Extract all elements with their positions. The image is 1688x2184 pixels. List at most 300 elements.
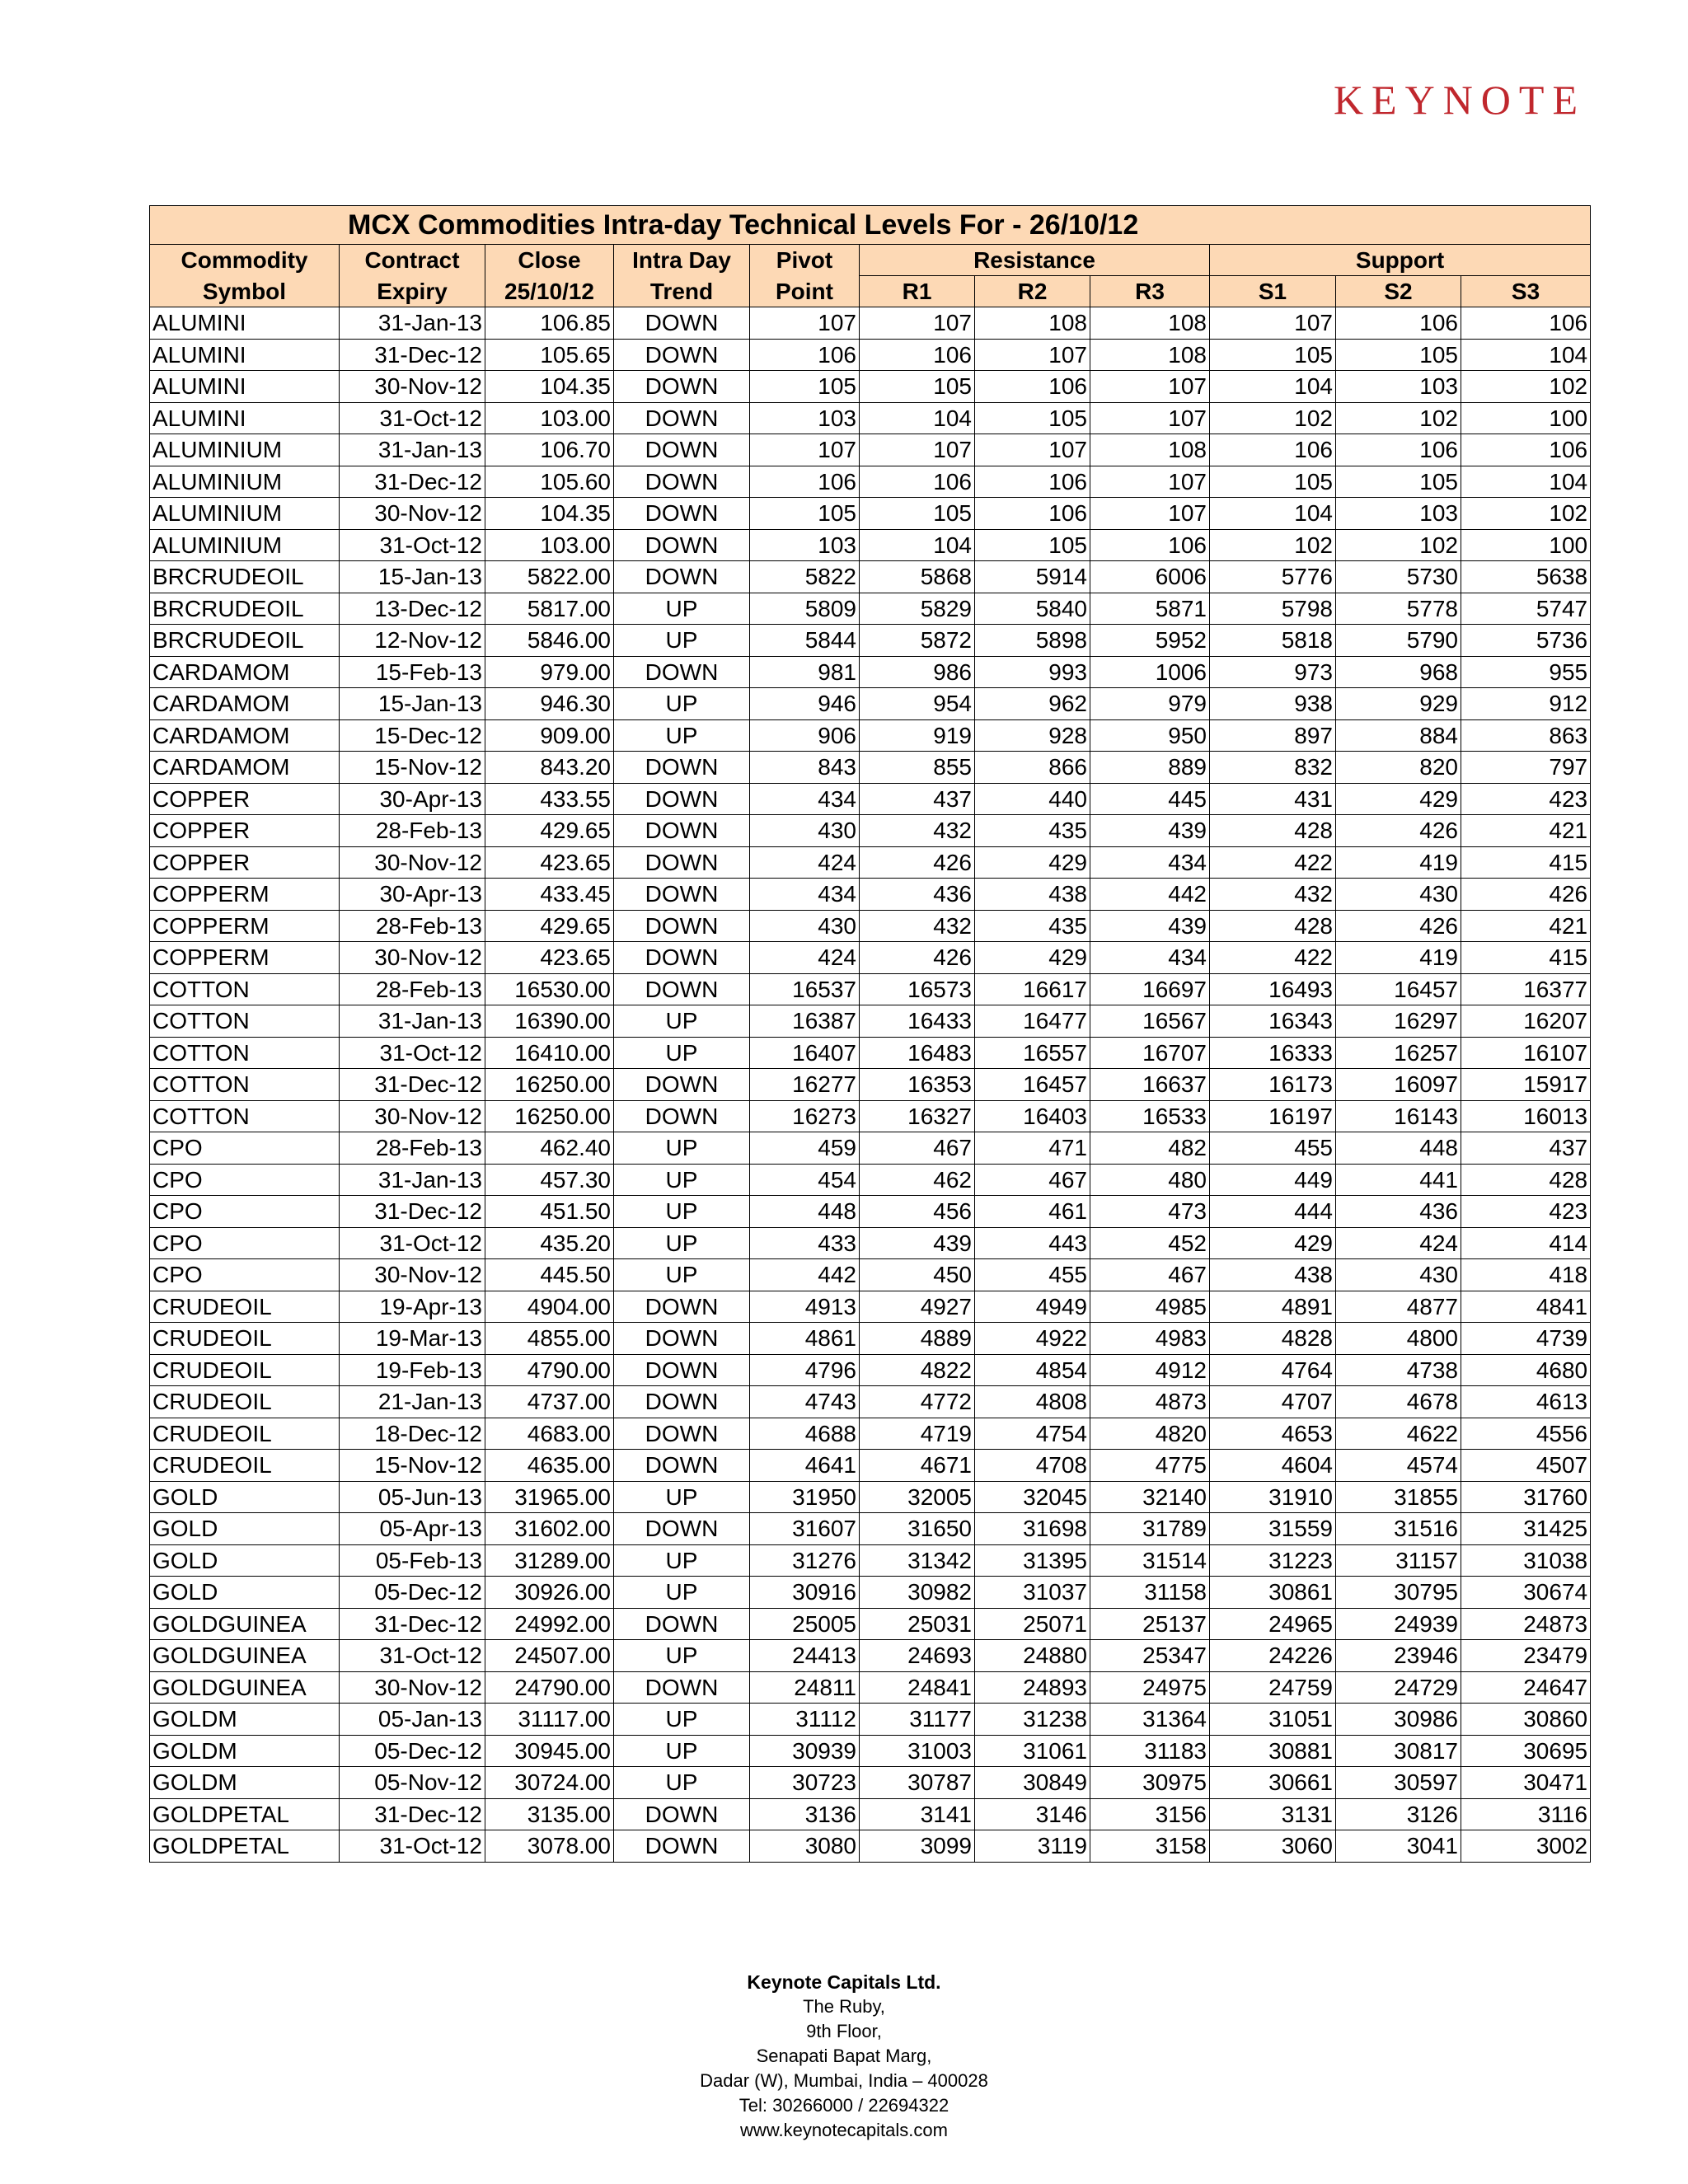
- cell-pivot: 30916: [750, 1577, 860, 1609]
- cell-r3: 5871: [1090, 593, 1210, 625]
- table-row: [150, 529, 1591, 561]
- cell-r3: 979: [1090, 688, 1210, 720]
- cell-r3: 6006: [1090, 561, 1210, 593]
- cell-symbol: ALUMINIUM: [150, 529, 340, 561]
- cell-expiry: 15-Nov-12: [340, 752, 485, 784]
- cell-close: 4737.00: [485, 1386, 614, 1418]
- cell-r2: 429: [975, 846, 1090, 879]
- cell-r3: 32140: [1090, 1481, 1210, 1513]
- cell-s1: 16343: [1210, 1005, 1336, 1038]
- cell-r2: 107: [975, 339, 1090, 371]
- cell-trend: UP: [614, 1640, 750, 1672]
- cell-r1: 4719: [860, 1418, 975, 1450]
- cell-trend: UP: [614, 1735, 750, 1767]
- cell-r2: 106: [975, 371, 1090, 403]
- cell-s1: 432: [1210, 879, 1336, 911]
- cell-pivot: 106: [750, 339, 860, 371]
- cell-expiry: 31-Oct-12: [340, 1037, 485, 1069]
- cell-r1: 30982: [860, 1577, 975, 1609]
- cell-r1: 16573: [860, 973, 975, 1005]
- cell-trend: UP: [614, 1132, 750, 1165]
- cell-r1: 16483: [860, 1037, 975, 1069]
- cell-pivot: 4688: [750, 1418, 860, 1450]
- cell-r1: 31177: [860, 1704, 975, 1736]
- header-expiry: Expiry: [340, 276, 485, 307]
- cell-r1: 106: [860, 339, 975, 371]
- cell-r1: 450: [860, 1259, 975, 1291]
- cell-s3: 102: [1461, 371, 1591, 403]
- cell-close: 5817.00: [485, 593, 614, 625]
- table-body: [150, 307, 1591, 1863]
- cell-expiry: 30-Nov-12: [340, 1671, 485, 1704]
- cell-s1: 24226: [1210, 1640, 1336, 1672]
- cell-r2: 5898: [975, 625, 1090, 657]
- cell-s3: 912: [1461, 688, 1591, 720]
- cell-close: 106.85: [485, 307, 614, 340]
- cell-close: 423.65: [485, 846, 614, 879]
- cell-r1: 4822: [860, 1354, 975, 1386]
- cell-s1: 449: [1210, 1164, 1336, 1196]
- cell-symbol: CRUDEOIL: [150, 1291, 340, 1323]
- cell-expiry: 15-Nov-12: [340, 1450, 485, 1482]
- cell-s1: 31223: [1210, 1544, 1336, 1577]
- cell-expiry: 31-Dec-12: [340, 466, 485, 498]
- cell-pivot: 843: [750, 752, 860, 784]
- cell-s1: 897: [1210, 719, 1336, 752]
- cell-s3: 4556: [1461, 1418, 1591, 1450]
- cell-s1: 973: [1210, 656, 1336, 688]
- cell-trend: DOWN: [614, 339, 750, 371]
- cell-r3: 4873: [1090, 1386, 1210, 1418]
- cell-close: 16530.00: [485, 973, 614, 1005]
- table-row: [150, 307, 1591, 340]
- cell-symbol: CARDAMOM: [150, 688, 340, 720]
- cell-expiry: 30-Nov-12: [340, 371, 485, 403]
- cell-r2: 16457: [975, 1069, 1090, 1101]
- cell-symbol: CPO: [150, 1227, 340, 1259]
- cell-symbol: COPPER: [150, 846, 340, 879]
- cell-symbol: GOLDGUINEA: [150, 1640, 340, 1672]
- cell-s1: 106: [1210, 434, 1336, 466]
- cell-expiry: 05-Feb-13: [340, 1544, 485, 1577]
- cell-pivot: 434: [750, 879, 860, 911]
- cell-r3: 107: [1090, 498, 1210, 530]
- cell-r1: 107: [860, 434, 975, 466]
- cell-expiry: 31-Oct-12: [340, 1227, 485, 1259]
- cell-r2: 4808: [975, 1386, 1090, 1418]
- header-s2: S2: [1336, 276, 1461, 307]
- cell-s3: 23479: [1461, 1640, 1591, 1672]
- cell-symbol: CRUDEOIL: [150, 1386, 340, 1418]
- cell-r3: 434: [1090, 846, 1210, 879]
- table-row: [150, 1830, 1591, 1863]
- cell-s3: 414: [1461, 1227, 1591, 1259]
- cell-pivot: 31112: [750, 1704, 860, 1736]
- footer-website: www.keynotecapitals.com: [740, 2120, 948, 2140]
- cell-close: 451.50: [485, 1196, 614, 1228]
- cell-expiry: 31-Dec-12: [340, 1069, 485, 1101]
- cell-close: 30945.00: [485, 1735, 614, 1767]
- cell-s3: 4680: [1461, 1354, 1591, 1386]
- cell-s2: 16143: [1336, 1100, 1461, 1132]
- cell-s2: 16457: [1336, 973, 1461, 1005]
- cell-close: 979.00: [485, 656, 614, 688]
- technical-levels-table: [149, 205, 1591, 1863]
- cell-pivot: 906: [750, 719, 860, 752]
- cell-s2: 30795: [1336, 1577, 1461, 1609]
- table-row: [150, 1767, 1591, 1799]
- header-contract: Contract: [340, 245, 485, 276]
- cell-s3: 4739: [1461, 1323, 1591, 1355]
- cell-r2: 4854: [975, 1354, 1090, 1386]
- table-row: [150, 1418, 1591, 1450]
- table-row: [150, 339, 1591, 371]
- cell-expiry: 05-Jan-13: [340, 1704, 485, 1736]
- cell-pivot: 105: [750, 498, 860, 530]
- cell-s2: 426: [1336, 815, 1461, 847]
- cell-s1: 3131: [1210, 1798, 1336, 1830]
- cell-s3: 30674: [1461, 1577, 1591, 1609]
- cell-symbol: CPO: [150, 1164, 340, 1196]
- cell-close: 433.55: [485, 783, 614, 815]
- table-row: [150, 625, 1591, 657]
- cell-r1: 104: [860, 402, 975, 434]
- cell-r3: 16567: [1090, 1005, 1210, 1038]
- cell-s2: 419: [1336, 942, 1461, 974]
- cell-s3: 863: [1461, 719, 1591, 752]
- cell-r2: 24880: [975, 1640, 1090, 1672]
- cell-close: 16390.00: [485, 1005, 614, 1038]
- cell-s1: 4604: [1210, 1450, 1336, 1482]
- cell-s1: 4828: [1210, 1323, 1336, 1355]
- table-row: [150, 1132, 1591, 1165]
- cell-expiry: 31-Oct-12: [340, 1830, 485, 1863]
- cell-r3: 25347: [1090, 1640, 1210, 1672]
- cell-symbol: ALUMINI: [150, 339, 340, 371]
- cell-trend: DOWN: [614, 942, 750, 974]
- cell-trend: DOWN: [614, 1513, 750, 1545]
- cell-pivot: 430: [750, 815, 860, 847]
- cell-s2: 16257: [1336, 1037, 1461, 1069]
- footer-line: The Ruby,: [803, 1996, 885, 2017]
- cell-r3: 950: [1090, 719, 1210, 752]
- cell-expiry: 05-Nov-12: [340, 1767, 485, 1799]
- cell-r1: 439: [860, 1227, 975, 1259]
- cell-r1: 467: [860, 1132, 975, 1165]
- cell-close: 423.65: [485, 942, 614, 974]
- cell-s3: 24647: [1461, 1671, 1591, 1704]
- cell-s2: 3126: [1336, 1798, 1461, 1830]
- cell-pivot: 4861: [750, 1323, 860, 1355]
- table-row: [150, 1513, 1591, 1545]
- cell-s3: 24873: [1461, 1608, 1591, 1640]
- header-trend-2: Trend: [614, 276, 750, 307]
- cell-s1: 105: [1210, 339, 1336, 371]
- cell-expiry: 28-Feb-13: [340, 815, 485, 847]
- cell-pivot: 30939: [750, 1735, 860, 1767]
- cell-close: 31289.00: [485, 1544, 614, 1577]
- cell-expiry: 19-Mar-13: [340, 1323, 485, 1355]
- cell-r2: 866: [975, 752, 1090, 784]
- cell-r2: 24893: [975, 1671, 1090, 1704]
- table-row: [150, 1069, 1591, 1101]
- cell-expiry: 31-Jan-13: [340, 307, 485, 340]
- cell-trend: DOWN: [614, 910, 750, 942]
- cell-r3: 16707: [1090, 1037, 1210, 1069]
- cell-r2: 5840: [975, 593, 1090, 625]
- cell-pivot: 4796: [750, 1354, 860, 1386]
- cell-symbol: GOLD: [150, 1577, 340, 1609]
- cell-s1: 16493: [1210, 973, 1336, 1005]
- table-row: [150, 973, 1591, 1005]
- cell-expiry: 30-Nov-12: [340, 942, 485, 974]
- table-title: MCX Commodities Intra-day Technical Levels For - 26/10/12: [150, 206, 1591, 245]
- cell-r2: 4708: [975, 1450, 1090, 1482]
- cell-expiry: 30-Nov-12: [340, 1259, 485, 1291]
- cell-expiry: 31-Oct-12: [340, 1640, 485, 1672]
- cell-r1: 432: [860, 815, 975, 847]
- cell-symbol: ALUMINIUM: [150, 434, 340, 466]
- cell-symbol: GOLDPETAL: [150, 1830, 340, 1863]
- cell-s2: 4738: [1336, 1354, 1461, 1386]
- cell-s2: 5778: [1336, 593, 1461, 625]
- cell-s2: 430: [1336, 1259, 1461, 1291]
- cell-r2: 30849: [975, 1767, 1090, 1799]
- cell-close: 429.65: [485, 910, 614, 942]
- cell-r2: 4949: [975, 1291, 1090, 1323]
- cell-symbol: COTTON: [150, 1037, 340, 1069]
- cell-pivot: 424: [750, 942, 860, 974]
- cell-r2: 31238: [975, 1704, 1090, 1736]
- cell-r3: 31183: [1090, 1735, 1210, 1767]
- cell-s3: 3116: [1461, 1798, 1591, 1830]
- cell-r2: 32045: [975, 1481, 1090, 1513]
- cell-close: 103.00: [485, 529, 614, 561]
- cell-close: 105.65: [485, 339, 614, 371]
- cell-close: 4855.00: [485, 1323, 614, 1355]
- cell-close: 103.00: [485, 402, 614, 434]
- cell-pivot: 454: [750, 1164, 860, 1196]
- header-s3: S3: [1461, 276, 1591, 307]
- cell-r2: 435: [975, 815, 1090, 847]
- cell-r3: 1006: [1090, 656, 1210, 688]
- cell-r3: 31364: [1090, 1704, 1210, 1736]
- cell-expiry: 30-Nov-12: [340, 846, 485, 879]
- cell-trend: DOWN: [614, 1608, 750, 1640]
- cell-r1: 104: [860, 529, 975, 561]
- cell-pivot: 4743: [750, 1386, 860, 1418]
- cell-s1: 444: [1210, 1196, 1336, 1228]
- cell-r3: 31158: [1090, 1577, 1210, 1609]
- cell-r3: 480: [1090, 1164, 1210, 1196]
- cell-s1: 428: [1210, 910, 1336, 942]
- cell-pivot: 433: [750, 1227, 860, 1259]
- cell-trend: DOWN: [614, 846, 750, 879]
- cell-r1: 855: [860, 752, 975, 784]
- cell-s2: 424: [1336, 1227, 1461, 1259]
- cell-close: 5822.00: [485, 561, 614, 593]
- cell-s2: 24729: [1336, 1671, 1461, 1704]
- cell-symbol: ALUMINI: [150, 307, 340, 340]
- header-resistance: Resistance: [860, 245, 1210, 276]
- cell-s3: 30860: [1461, 1704, 1591, 1736]
- cell-r2: 435: [975, 910, 1090, 942]
- cell-s2: 5790: [1336, 625, 1461, 657]
- cell-s3: 16377: [1461, 973, 1591, 1005]
- cell-pivot: 30723: [750, 1767, 860, 1799]
- cell-pivot: 459: [750, 1132, 860, 1165]
- cell-expiry: 05-Apr-13: [340, 1513, 485, 1545]
- cell-s1: 30661: [1210, 1767, 1336, 1799]
- cell-trend: DOWN: [614, 1100, 750, 1132]
- cell-s1: 5818: [1210, 625, 1336, 657]
- cell-r2: 471: [975, 1132, 1090, 1165]
- cell-s2: 968: [1336, 656, 1461, 688]
- cell-s1: 431: [1210, 783, 1336, 815]
- cell-expiry: 31-Dec-12: [340, 339, 485, 371]
- cell-close: 946.30: [485, 688, 614, 720]
- cell-r3: 16697: [1090, 973, 1210, 1005]
- cell-r2: 31698: [975, 1513, 1090, 1545]
- cell-pivot: 3136: [750, 1798, 860, 1830]
- cell-trend: DOWN: [614, 561, 750, 593]
- cell-s2: 820: [1336, 752, 1461, 784]
- cell-r3: 5952: [1090, 625, 1210, 657]
- header-support: Support: [1210, 245, 1591, 276]
- keynote-logo: KEYNOTE: [1333, 77, 1586, 123]
- cell-s2: 4622: [1336, 1418, 1461, 1450]
- cell-symbol: CRUDEOIL: [150, 1354, 340, 1386]
- cell-symbol: CRUDEOIL: [150, 1323, 340, 1355]
- cell-s2: 4877: [1336, 1291, 1461, 1323]
- cell-s3: 106: [1461, 307, 1591, 340]
- cell-s1: 455: [1210, 1132, 1336, 1165]
- cell-s3: 15917: [1461, 1069, 1591, 1101]
- cell-pivot: 31607: [750, 1513, 860, 1545]
- cell-trend: UP: [614, 1577, 750, 1609]
- cell-trend: DOWN: [614, 307, 750, 340]
- cell-close: 4683.00: [485, 1418, 614, 1450]
- cell-expiry: 30-Apr-13: [340, 879, 485, 911]
- cell-pivot: 5809: [750, 593, 860, 625]
- cell-r2: 993: [975, 656, 1090, 688]
- cell-s3: 16207: [1461, 1005, 1591, 1038]
- cell-r3: 30975: [1090, 1767, 1210, 1799]
- cell-s3: 4507: [1461, 1450, 1591, 1482]
- cell-pivot: 25005: [750, 1608, 860, 1640]
- cell-pivot: 442: [750, 1259, 860, 1291]
- table-row: [150, 1164, 1591, 1196]
- cell-s2: 102: [1336, 402, 1461, 434]
- cell-expiry: 31-Jan-13: [340, 1164, 485, 1196]
- cell-s2: 426: [1336, 910, 1461, 942]
- cell-s2: 103: [1336, 371, 1461, 403]
- cell-r3: 106: [1090, 529, 1210, 561]
- cell-pivot: 448: [750, 1196, 860, 1228]
- cell-close: 30926.00: [485, 1577, 614, 1609]
- cell-r3: 107: [1090, 371, 1210, 403]
- cell-s3: 5736: [1461, 625, 1591, 657]
- cell-s1: 16197: [1210, 1100, 1336, 1132]
- cell-trend: DOWN: [614, 1830, 750, 1863]
- cell-s2: 429: [1336, 783, 1461, 815]
- cell-r3: 482: [1090, 1132, 1210, 1165]
- cell-close: 433.45: [485, 879, 614, 911]
- header-r3: R3: [1090, 276, 1210, 307]
- cell-trend: DOWN: [614, 656, 750, 688]
- cell-expiry: 19-Feb-13: [340, 1354, 485, 1386]
- cell-s2: 4678: [1336, 1386, 1461, 1418]
- table-row: [150, 593, 1591, 625]
- table-row: [150, 561, 1591, 593]
- cell-trend: DOWN: [614, 1450, 750, 1482]
- cell-expiry: 31-Dec-12: [340, 1608, 485, 1640]
- cell-expiry: 05-Dec-12: [340, 1735, 485, 1767]
- table-row: [150, 1323, 1591, 1355]
- cell-s2: 929: [1336, 688, 1461, 720]
- cell-r1: 5829: [860, 593, 975, 625]
- cell-trend: DOWN: [614, 879, 750, 911]
- cell-r2: 105: [975, 402, 1090, 434]
- cell-symbol: COPPERM: [150, 879, 340, 911]
- cell-s3: 437: [1461, 1132, 1591, 1165]
- cell-expiry: 30-Nov-12: [340, 498, 485, 530]
- header-point: Point: [750, 276, 860, 307]
- cell-s1: 5776: [1210, 561, 1336, 593]
- cell-s1: 5798: [1210, 593, 1336, 625]
- cell-trend: UP: [614, 1196, 750, 1228]
- table-row: [150, 498, 1591, 530]
- table-row: [150, 434, 1591, 466]
- cell-s1: 832: [1210, 752, 1336, 784]
- table-row: [150, 1037, 1591, 1069]
- cell-s1: 107: [1210, 307, 1336, 340]
- cell-r3: 467: [1090, 1259, 1210, 1291]
- cell-s2: 4800: [1336, 1323, 1461, 1355]
- footer-company: Keynote Capitals Ltd.: [747, 1971, 941, 1993]
- cell-s2: 103: [1336, 498, 1461, 530]
- cell-trend: DOWN: [614, 466, 750, 498]
- cell-expiry: 15-Dec-12: [340, 719, 485, 752]
- cell-r3: 108: [1090, 307, 1210, 340]
- cell-r3: 4775: [1090, 1450, 1210, 1482]
- cell-s1: 102: [1210, 529, 1336, 561]
- cell-s1: 102: [1210, 402, 1336, 434]
- cell-expiry: 31-Dec-12: [340, 1798, 485, 1830]
- cell-s3: 104: [1461, 339, 1591, 371]
- cell-expiry: 13-Dec-12: [340, 593, 485, 625]
- cell-pivot: 16407: [750, 1037, 860, 1069]
- cell-s2: 30986: [1336, 1704, 1461, 1736]
- table-row: [150, 752, 1591, 784]
- cell-s3: 423: [1461, 1196, 1591, 1228]
- cell-symbol: ALUMINI: [150, 402, 340, 434]
- cell-r2: 31037: [975, 1577, 1090, 1609]
- cell-s3: 31038: [1461, 1544, 1591, 1577]
- cell-r3: 108: [1090, 339, 1210, 371]
- cell-close: 30724.00: [485, 1767, 614, 1799]
- cell-close: 445.50: [485, 1259, 614, 1291]
- cell-s1: 104: [1210, 371, 1336, 403]
- cell-close: 457.30: [485, 1164, 614, 1196]
- cell-s3: 5638: [1461, 561, 1591, 593]
- cell-trend: DOWN: [614, 1291, 750, 1323]
- cell-pivot: 103: [750, 402, 860, 434]
- cell-close: 3078.00: [485, 1830, 614, 1863]
- table-row: [150, 815, 1591, 847]
- cell-close: 4904.00: [485, 1291, 614, 1323]
- cell-r1: 436: [860, 879, 975, 911]
